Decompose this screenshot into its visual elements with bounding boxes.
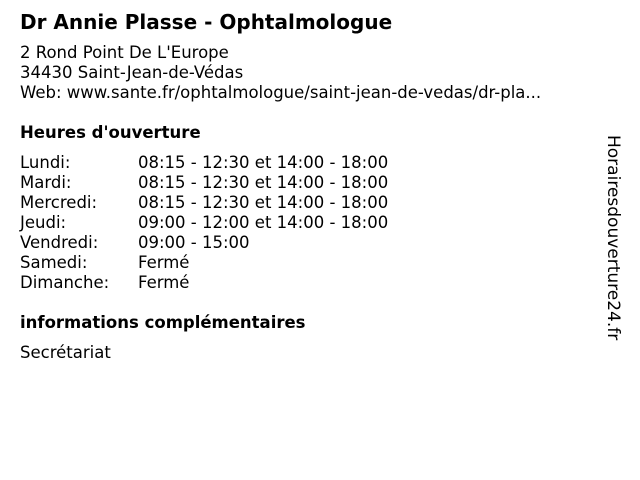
hours-row-vendredi [20,233,388,253]
hours-row-dimanche [20,273,388,293]
day-label: Samedi: [20,253,88,272]
day-label: Mardi: [20,173,72,192]
hours-row-mardi [20,173,388,193]
address-web[interactable]: Web: www.sante.fr/ophtalmologue/saint-jean-de-vedas/dr-pla... [20,83,542,102]
address-street: 2 Rond Point De L'Europe [20,43,229,62]
day-hours: 09:00 - 15:00 [138,233,250,252]
hours-list [20,153,388,293]
day-hours: 08:15 - 12:30 et 14:00 - 18:00 [138,193,389,212]
hours-heading: Heures d'ouverture [20,123,201,142]
address-block [20,43,541,103]
day-label: Mercredi: [20,193,98,212]
hours-row-jeudi [20,213,388,233]
day-label: Jeudi: [20,213,67,232]
address-city: 34430 Saint-Jean-de-Védas [20,63,244,82]
hours-row-samedi [20,253,388,273]
info-heading: informations complémentaires [20,313,306,332]
day-hours: Fermé [138,273,190,292]
site-watermark: Horairesdouverture24.fr [603,135,623,341]
hours-row-mercredi [20,193,388,213]
hours-row-lundi [20,153,388,173]
day-hours: 08:15 - 12:30 et 14:00 - 18:00 [138,173,389,192]
info-text: Secrétariat [20,343,111,362]
day-hours: Fermé [138,253,190,272]
day-hours: 09:00 - 12:00 et 14:00 - 18:00 [138,213,389,232]
day-hours: 08:15 - 12:30 et 14:00 - 18:00 [138,153,389,172]
day-label: Dimanche: [20,273,110,292]
day-label: Lundi: [20,153,71,172]
page-title: Dr Annie Plasse - Ophtalmologue [20,10,393,34]
day-label: Vendredi: [20,233,99,252]
